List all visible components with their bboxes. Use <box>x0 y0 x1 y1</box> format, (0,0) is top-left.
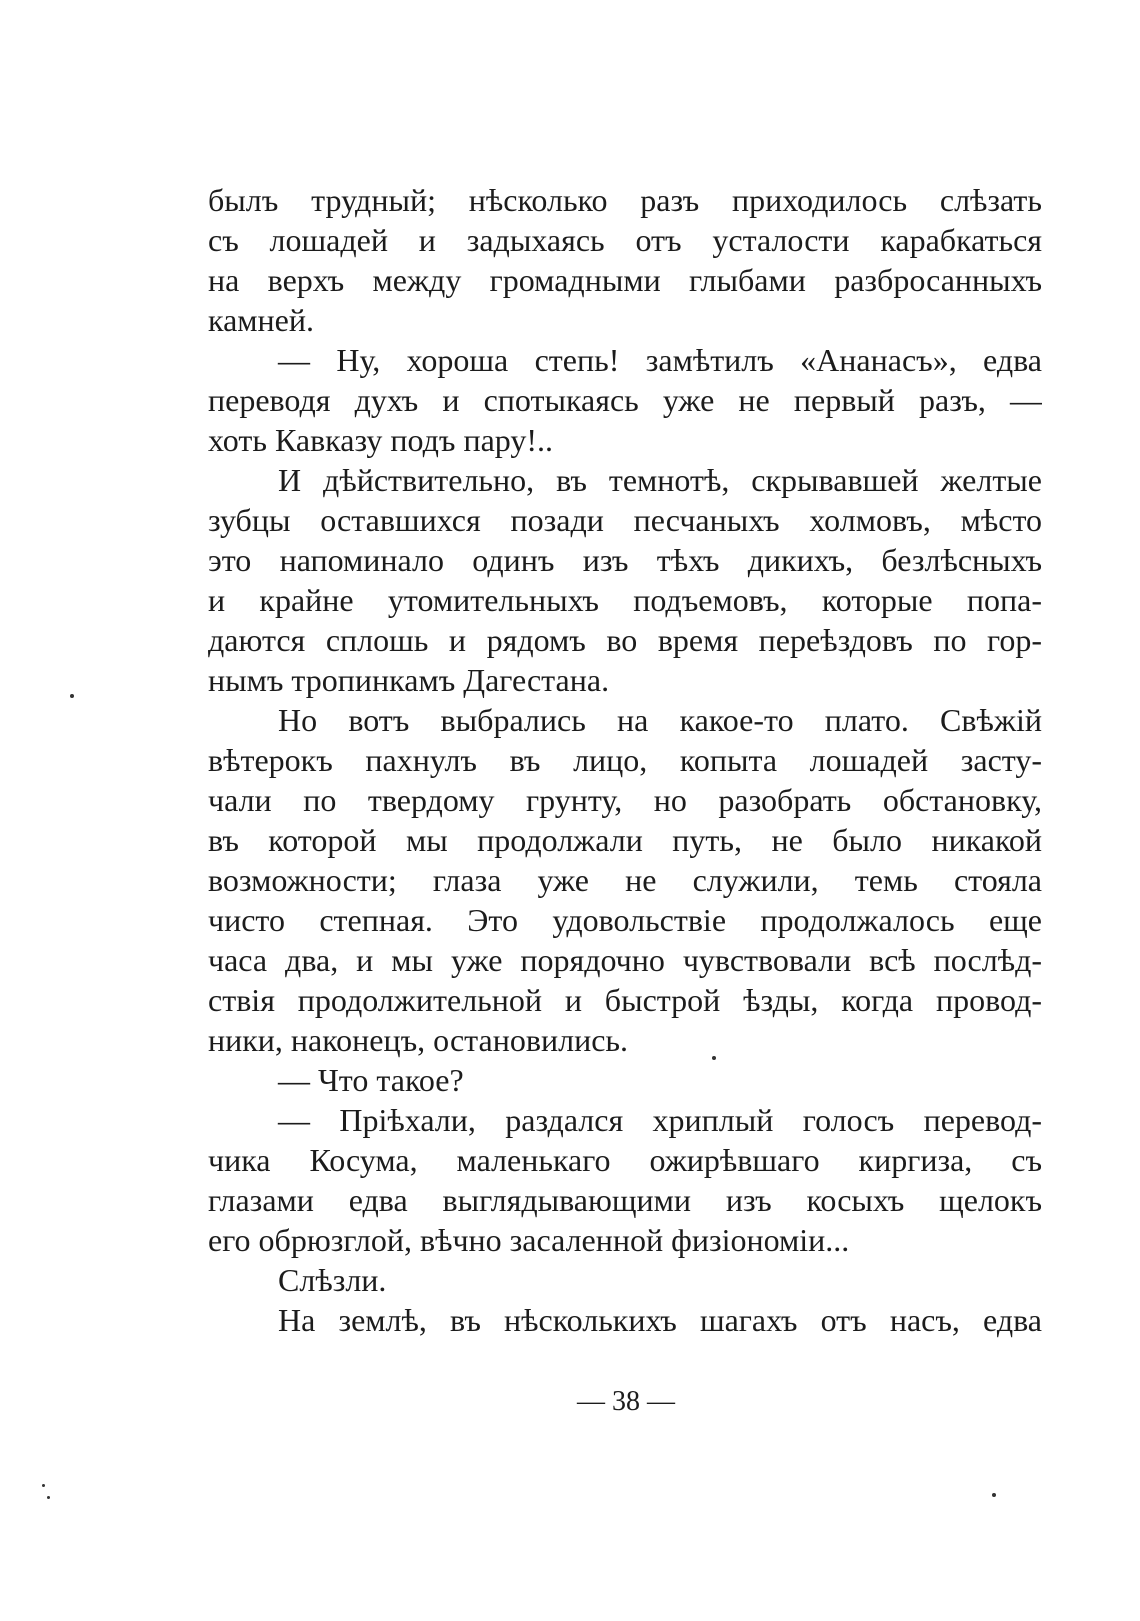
scan-speck <box>47 1496 50 1499</box>
text-line: глазами едва выглядывающими изъ косыхъ щелокъ <box>208 1182 1042 1218</box>
text-line: и крайне утомительныхъ подъемовъ, которые попа- <box>208 582 1042 618</box>
text-line: въ которой мы продолжали путь, не было никакой <box>208 822 1042 858</box>
text-line: возможности; глаза уже не служили, темь стояла <box>208 862 1042 898</box>
scan-speck <box>992 1493 996 1497</box>
text-line: часа два, и мы уже порядочно чувствовали всѣ послѣд- <box>208 942 1042 978</box>
body-text <box>208 180 1042 1340</box>
text-line: — Пріѣхали, раздался хриплый голосъ перевод- <box>278 1102 1042 1138</box>
text-line: — Ну, хороша степь! замѣтилъ «Ананасъ», едва <box>278 342 1042 378</box>
text-line: Но вотъ выбрались на какое-то плато. Свѣжій <box>278 702 1042 738</box>
scan-speck <box>42 1484 45 1487</box>
text-line: его обрюзглой, вѣчно засаленной физіономіи... <box>208 1222 850 1258</box>
text-line: — Что такое? <box>278 1062 464 1098</box>
text-line: переводя духъ и спотыкаясь уже не первый разъ, — <box>208 382 1042 418</box>
text-line: чали по твердому грунту, но разобрать обстановку, <box>208 782 1042 818</box>
text-line: вѣтерокъ пахнулъ въ лицо, копыта лошадей засту- <box>208 742 1042 778</box>
scan-speck <box>712 1056 716 1060</box>
text-line: чика Косума, маленькаго ожирѣвшаго киргиза, съ <box>208 1142 1042 1178</box>
text-line: съ лошадей и задыхаясь отъ усталости карабкаться <box>208 222 1042 258</box>
text-line: камней. <box>208 302 314 338</box>
text-line: на верхъ между громадными глыбами разбросанныхъ <box>208 262 1042 298</box>
text-line: чисто степная. Это удовольствіе продолжалось еще <box>208 902 1042 938</box>
text-line: И дѣйствительно, въ темнотѣ, скрывавшей желтые <box>278 462 1042 498</box>
text-line: На землѣ, въ нѣсколькихъ шагахъ отъ насъ, едва <box>278 1302 1042 1338</box>
text-line: хоть Кавказу подъ пару!.. <box>208 422 553 458</box>
page-number: — 38 — <box>577 1386 675 1417</box>
text-line: нымъ тропинкамъ Дагестана. <box>208 662 610 698</box>
text-line: даются сплошь и рядомъ во время переѣздовъ по гор- <box>208 622 1042 658</box>
text-line: зубцы оставшихся позади песчаныхъ холмовъ, мѣсто <box>208 502 1042 538</box>
text-line: ники, наконецъ, остановились. <box>208 1022 628 1058</box>
text-line: это напоминало одинъ изъ тѣхъ дикихъ, безлѣсныхъ <box>208 542 1042 578</box>
text-line: ствія продолжительной и быстрой ѣзды, когда провод- <box>208 982 1042 1018</box>
text-line: Слѣзли. <box>278 1262 387 1298</box>
scan-speck <box>70 694 74 698</box>
text-line: былъ трудный; нѣсколько разъ приходилось слѣзать <box>208 182 1042 218</box>
